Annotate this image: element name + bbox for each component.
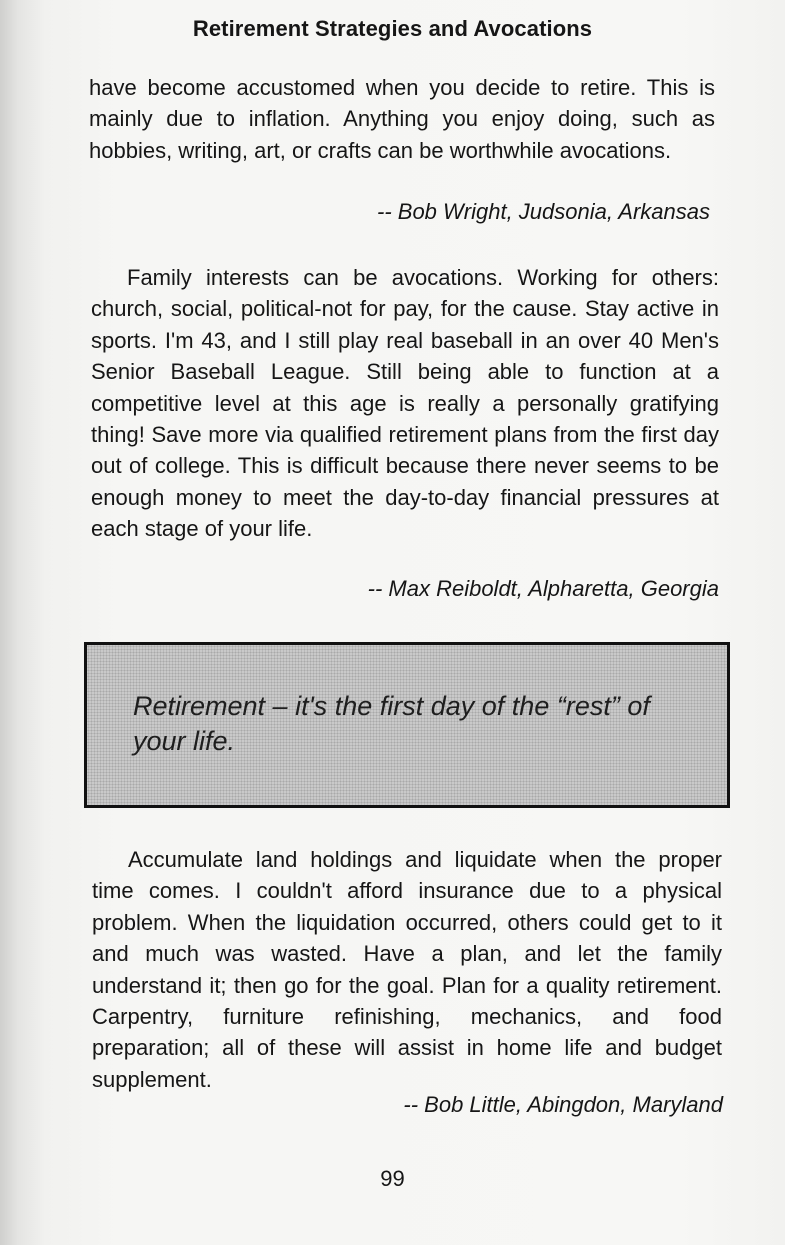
entry-attribution-3: -- Bob Little, Abingdon, Maryland xyxy=(403,1092,723,1117)
entry-paragraph-3: Accumulate land holdings and liquidate when the proper time comes. I couldn't afford insurance due to a physical problem. When the liquidation occurred, others could get to it and much was wasted. Have a plan, and let the family understand it; then go for the goal. Plan for a quality retirement. Carpentry, furniture refinishing, mechanics, and food preparation; all of these will assist in home life and budget supplement. xyxy=(92,847,722,1092)
running-header: Retirement Strategies and Avocations xyxy=(192,16,593,41)
callout-box xyxy=(84,642,730,808)
entry-paragraph-1: have become accustomed when you decide to retire. This is mainly due to inflation. Anything you enjoy doing, such as hobbies, writing, art, or crafts can be worthwhile avocations. xyxy=(89,75,715,163)
entry-paragraph-2: Family interests can be avocations. Working for others: church, social, political-not for pay, for the cause. Stay active in sports. I'm 43, and I still play real baseball in an over 40 Men's Senior Baseball League. Still being able to function at a competitive level at this age is really a personally gratifying thing! Save more via qualified retirement plans from the first day out of college. This is difficult because there never seems to be enough money to meet the day-to-day financial pressures at each stage of your life. xyxy=(91,265,719,542)
entry-attribution-1: -- Bob Wright, Judsonia, Arkansas xyxy=(377,199,710,224)
page-number: 99 xyxy=(380,1166,405,1191)
callout-quote: Retirement – it's the first day of the “rest” of your life. xyxy=(133,691,650,756)
entry-attribution-2: -- Max Reiboldt, Alpharetta, Georgia xyxy=(367,576,719,601)
